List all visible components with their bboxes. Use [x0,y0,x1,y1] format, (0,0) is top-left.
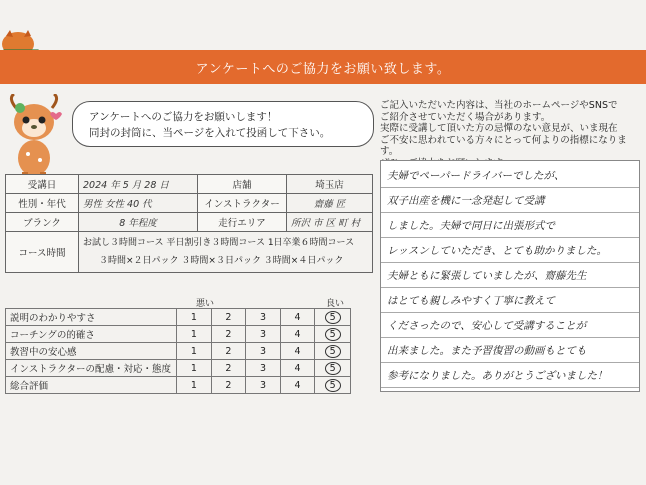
rating-row [6,377,351,394]
rating-option-selected[interactable] [315,309,351,326]
rating-row [6,326,351,343]
rating-option[interactable]: 3 [246,343,281,360]
comment-ruled-line [381,311,639,338]
rating-option[interactable]: 4 [280,360,315,377]
bubble-line-1: アンケートへのご協力をお願いします！ [89,111,278,123]
rating-selected-circle: 5 [325,345,341,358]
rating-option[interactable]: 2 [211,309,246,326]
blank-value: 8 年程度 [79,213,198,232]
rating-label: 説明のわかりやすさ [6,309,177,326]
rating-table [5,308,351,394]
notice-block [380,100,638,169]
rating-label: コーチングの的確さ [6,326,177,343]
rating-option[interactable]: 2 [211,326,246,343]
course-label: コース時間 [6,232,79,273]
comment-ruled-line [381,211,639,238]
rating-selected-circle: 5 [325,379,341,392]
instructor-value: 齋藤 匠 [287,194,373,213]
comment-line: 夫婦ともに緊張していましたが、齋藤先生 [387,270,587,282]
header-banner [0,50,646,84]
comment-paper [380,160,640,392]
comment-ruled-line [381,186,639,213]
notice-line-4: ご不安に思われている方々にとって何よりの指標になります。 [380,134,627,157]
area-label: 走行エリア [198,213,287,232]
rating-option[interactable]: 1 [177,360,212,377]
course-line-2: ３時間×２日パック ３時間×３日パック ３時間×４日パック [99,256,344,266]
rating-option[interactable]: 3 [246,360,281,377]
rating-option-selected[interactable] [315,343,351,360]
scale-good-label: 良い [326,299,345,309]
comment-line: はとても親しみやすく丁寧に教えて [387,295,555,307]
comment-ruled-line [381,161,639,188]
comment-line: 参考になりました。ありがとうございました！ [387,370,608,382]
date-label: 受講日 [6,175,79,194]
instructor-label: インストラクター [198,194,287,213]
rating-option[interactable]: 4 [280,326,315,343]
rating-option[interactable]: 1 [177,377,212,394]
comment-ruled-line [381,336,639,363]
scale-bad-label: 悪い [196,299,215,309]
comment-ruled-line [381,286,639,313]
banner-title: アンケートへのご協力をお願い致します。 [195,62,451,77]
rating-option[interactable]: 4 [280,343,315,360]
rating-option-selected[interactable] [315,360,351,377]
comment-line: くださったので、安心して受講することが [387,320,587,332]
rating-row [6,343,351,360]
instruction-bubble [72,101,374,147]
rating-option[interactable]: 2 [211,377,246,394]
rating-selected-circle: 5 [325,311,341,324]
comment-line: しました。夫婦で同日に出張形式で [387,220,555,232]
course-options [79,232,373,273]
rating-label: インストラクターの配慮・対応・態度 [6,360,177,377]
notice-line-2: ご紹介させていただく場合があります。 [380,111,551,123]
rating-option[interactable]: 1 [177,343,212,360]
comment-ruled-line [381,236,639,263]
date-value: 2024 年 5 月 28 日 [79,175,198,194]
rating-option[interactable]: 4 [280,377,315,394]
rating-option-selected[interactable] [315,377,351,394]
rating-option[interactable]: 3 [246,309,281,326]
notice-line-1: ご記入いただいた内容は、当社のホームページやSNSで [380,100,618,111]
deer-mascot-icon [4,94,64,180]
rating-option-selected[interactable] [315,326,351,343]
comment-line: 夫婦でペーパードライバーでしたが、 [387,170,565,182]
rating-row [6,309,351,326]
store-value: 埼玉店 [287,175,373,194]
notice-line-3: 実際に受講して頂いた方の忌憚のない意見が、いま現在 [380,123,618,134]
rating-label: 総合評価 [6,377,177,394]
rating-option[interactable]: 2 [211,343,246,360]
rating-label: 教習中の安心感 [6,343,177,360]
rating-option[interactable]: 1 [177,309,212,326]
comment-line: 双子出産を機に一念発起して受講 [387,195,545,207]
rating-selected-circle: 5 [325,328,341,341]
comment-line: レッスンしていただき、とても助かりました。 [387,245,607,257]
rating-selected-circle: 5 [325,362,341,375]
info-table [5,174,373,273]
rating-option[interactable]: 1 [177,326,212,343]
rating-option[interactable]: 2 [211,360,246,377]
blank-label: ブランク [6,213,79,232]
gender-label: 性別・年代 [6,194,79,213]
bubble-line-2: 同封の封筒に、当ページを入れて投函して下さい。 [89,127,331,139]
rating-option[interactable]: 3 [246,377,281,394]
comment-ruled-line [381,361,639,388]
rating-option[interactable]: 4 [280,309,315,326]
rating-row [6,360,351,377]
store-label: 店舗 [198,175,287,194]
gender-value: 男性 女性 40 代 [79,194,198,213]
area-value: 所沢 市 区 町 村 [287,213,373,232]
comment-ruled-line [381,261,639,288]
course-line-1: お試し３時間コース 平日割引き３時間コース 1日卒業６時間コース [83,238,355,248]
rating-option[interactable]: 3 [246,326,281,343]
comment-line: 出来ました。また予習復習の動画もとても [387,345,587,357]
